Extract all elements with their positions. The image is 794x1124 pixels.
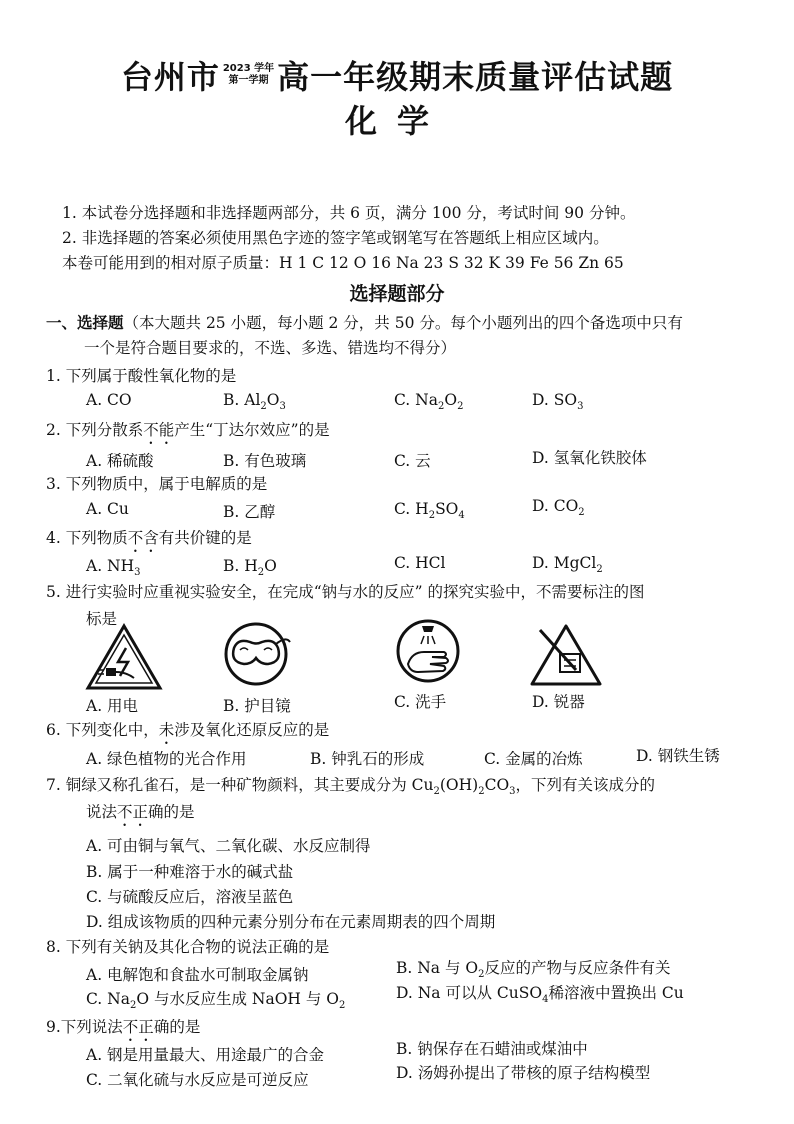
q6-option-d: D. 钢铁生锈 bbox=[636, 747, 720, 765]
q2-option-a: A. 稀硫酸 bbox=[86, 452, 154, 470]
q2-option-b: B. 有色玻璃 bbox=[223, 452, 307, 470]
q4-option-d: D. MgCl$_2$ bbox=[532, 554, 603, 576]
q5-option-b: B. 护目镜 bbox=[223, 697, 291, 715]
q7-option-b: B. 属于一种难溶于水的碱式盐 bbox=[86, 863, 294, 881]
q5-option-d: D. 锐器 bbox=[532, 693, 585, 711]
electricity-hazard-icon bbox=[84, 622, 164, 692]
q2-option-c: C. 云 bbox=[394, 452, 431, 470]
q4-option-b: B. $H_2O$ bbox=[223, 557, 277, 579]
q5-option-a: A. 用电 bbox=[86, 697, 139, 715]
goggles-icon bbox=[216, 618, 296, 688]
q9-option-d: D. 汤姆孙提出了带核的原子结构模型 bbox=[396, 1064, 651, 1082]
atomic-masses: 本卷可能用到的相对原子质量：H 1 C 12 O 16 Na 23 S 32 K 39 Fe 56 Zn 65 bbox=[62, 254, 624, 272]
q1-option-b: B. $Al_2O_3$ bbox=[223, 391, 286, 413]
term-stack bbox=[223, 63, 274, 87]
q9-option-a: A. 钢是用量最大、用途最广的合金 bbox=[86, 1046, 325, 1064]
q1-option-c: C. $Na_2O_2$ bbox=[394, 391, 464, 413]
q6-option-a: A. 绿色植物的光合作用 bbox=[86, 750, 247, 768]
year-label: 2023 学年 bbox=[222, 63, 275, 74]
q4-option-a: A. $NH_3$ bbox=[86, 557, 141, 579]
part1-desc-line2: 一个是符合题目要求的，不选、多选、错选均不得分） bbox=[84, 339, 457, 357]
q3-option-a: A. Cu bbox=[86, 500, 129, 518]
q7-option-d: D. 组成该物质的四种元素分别分布在元素周期表的四个周期 bbox=[86, 913, 496, 931]
note-1: 1. 本试卷分选择题和非选择题两部分，共 6 页，满分 100 分，考试时间 90 分钟。 bbox=[62, 204, 636, 222]
section-title: 选择题部分 bbox=[349, 283, 445, 305]
q5-stem-line2: 标是 bbox=[86, 610, 118, 628]
q8-option-d: D. Na 可以从 CuSO$_4$稀溶液中置换出 Cu bbox=[396, 984, 684, 1006]
q5-option-c: C. 洗手 bbox=[394, 693, 447, 711]
q8-option-a: A. 电解饱和食盐水可制取金属钠 bbox=[86, 966, 309, 984]
q5-stem-line1: 5. 进行实验时应重视实验安全，在完成“钠与水的反应” 的探究实验中，不需要标注的图 bbox=[46, 583, 645, 601]
part1-desc: （本大题共 25 小题，每小题 2 分，共 50 分。每个小题列出的四个备选项中只有 bbox=[123, 314, 683, 332]
q6-option-c: C. 金属的冶炼 bbox=[484, 750, 583, 768]
sharp-object-icon bbox=[526, 620, 606, 690]
q9-option-c: C. 二氧化硫与水反应是可逆反应 bbox=[86, 1071, 309, 1089]
q6-option-b: B. 钟乳石的形成 bbox=[310, 750, 425, 768]
note-2: 2. 非选择题的答案必须使用黑色字迹的签字笔或钢笔写在答题纸上相应区域内。 bbox=[62, 229, 609, 247]
q9-stem: 9.下列说法不正确的是 bbox=[46, 1018, 201, 1036]
q9-option-b: B. 钠保存在石蜡油或煤油中 bbox=[396, 1040, 588, 1058]
q3-option-c: C. $H_2SO_4$ bbox=[394, 500, 465, 522]
q4-stem: 4. 下列物质不含有共价键的是 bbox=[46, 529, 252, 547]
q1-option-d: D. $SO_3$ bbox=[532, 391, 584, 413]
q1-option-a: A. CO bbox=[86, 391, 132, 409]
q8-stem: 8. 下列有关钠及其化合物的说法正确的是 bbox=[46, 938, 330, 956]
q3-option-d: D. $CO_2$ bbox=[532, 497, 585, 519]
q2-stem: 2. 下列分散系不能产生“丁达尔效应”的是 bbox=[46, 421, 330, 439]
q7-stem-line2: 说法不正确的是 bbox=[86, 803, 195, 821]
q4-option-c: C. HCl bbox=[394, 554, 446, 572]
q3-option-b: B. 乙醇 bbox=[223, 503, 276, 521]
q7-stem-line1: 7. 铜绿又称孔雀石，是一种矿物颜料，其主要成分为 $Cu_2(OH)_2CO_3$，下列有关该成分的 bbox=[46, 776, 656, 798]
q8-option-c: C. $Na_2O$ 与水反应生成 NaOH 与 $O_2$ bbox=[86, 990, 346, 1012]
hand-washing-icon bbox=[388, 616, 468, 686]
q6-stem: 6. 下列变化中，未涉及氧化还原反应的是 bbox=[46, 721, 330, 739]
subject-title: 化学 bbox=[344, 102, 449, 140]
q1-stem: 1. 下列属于酸性氧化物的是 bbox=[46, 367, 237, 385]
term-label: 第一学期 bbox=[228, 75, 269, 86]
q8-option-b: B. Na 与 $O_2$反应的产物与反应条件有关 bbox=[396, 959, 671, 981]
q7-option-c: C. 与硫酸反应后，溶液呈蓝色 bbox=[86, 888, 294, 906]
city-name: 台州市 bbox=[120, 58, 220, 96]
exam-name: 高一年级期末质量评估试题 bbox=[277, 58, 674, 96]
q7-option-a: A. 可由铜与氧气、二氧化碳、水反应制得 bbox=[86, 837, 371, 855]
q2-option-d: D. 氢氧化铁胶体 bbox=[532, 449, 647, 467]
exam-title bbox=[0, 52, 794, 98]
part1-label: 一、选择题 bbox=[46, 314, 124, 332]
q3-stem: 3. 下列物质中，属于电解质的是 bbox=[46, 475, 268, 493]
part1-desc-line1 bbox=[46, 311, 683, 333]
